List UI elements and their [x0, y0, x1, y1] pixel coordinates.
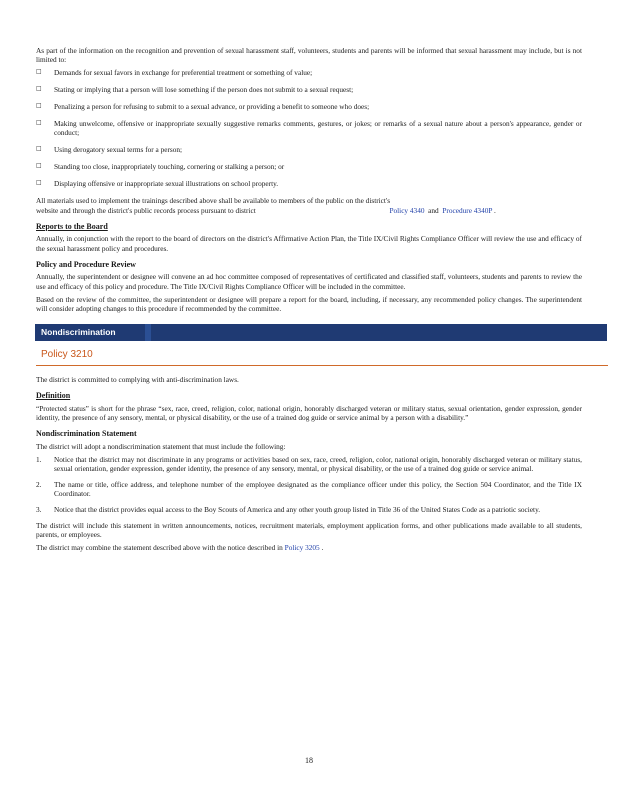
harassment-examples-list — [36, 68, 582, 188]
nondiscrimination-section-bar — [35, 324, 607, 341]
list-item — [36, 480, 582, 498]
policy-3205-link[interactable]: Policy 3205 — [284, 543, 320, 553]
list-item — [36, 455, 582, 473]
intro-paragraph: As part of the information on the recognition and prevention of sexual harassment staff, volunteers, students and parents will be informed that sexual harassment may include, but is not limited to: — [36, 46, 582, 65]
page-number: 18 — [305, 756, 313, 765]
section-bar-accent — [145, 324, 151, 341]
list-item: □ Making unwelcome, offensive or inappropriate sexually suggestive remarks comments, gestures, or jokes; or remarks of a sexual nature about a person's appearance, gender or conduct; — [36, 119, 582, 137]
materials-text-1: All materials used to implement the trainings described above shall be available to members of the public on the district's — [36, 196, 391, 206]
list-item: □ Stating or implying that a person will lose something if the person does not submit to a sexual request; — [36, 85, 582, 94]
definition-heading: Definition — [36, 391, 71, 401]
combine-text: The district may combine the statement described above with the notice described in — [36, 543, 283, 553]
policy-3210-heading: Policy 3210 — [36, 341, 608, 366]
combine-paragraph — [36, 543, 582, 552]
reports-paragraph: Annually, in conjunction with the report to the board of directors on the district's Affirmative Action Plan, the Title IX/Civil Rights Compliance Officer will review the use and efficacy of the sexual harassment policy and procedures. — [36, 234, 582, 253]
section-title: Nondiscrimination — [41, 326, 116, 337]
include-paragraph: The district will include this statement in written announcements, notices, recruitment materials, employment application forms, and other publications made available to all students, parents, or employees. — [36, 521, 582, 540]
list-item: □ Standing too close, inappropriately touching, cornering or stalking a person; or — [36, 162, 582, 171]
list-item: □ Penalizing a person for refusing to submit to a sexual advance, or providing a benefit to someone who does; — [36, 102, 582, 111]
item-number: 2. — [36, 480, 42, 490]
materials-end: . — [494, 205, 496, 215]
list-item: □ Using derogatory sexual terms for a person; — [36, 145, 582, 154]
statement-intro: The district will adopt a nondiscrimination statement that must include the following: — [36, 442, 286, 451]
list-item: □ Demands for sexual favors in exchange for preferential treatment or something of value; — [36, 68, 582, 77]
policy-4340-link[interactable]: Policy 4340 — [389, 205, 425, 215]
review-paragraph-1: Annually, the superintendent or designee will convene an ad hoc committee composed of representatives of certificated and classified staff, volunteers, students and parents to review the use and efficacy of this policy and procedure. The Title IX/Civil Rights Compliance Officer will be included in the committee. — [36, 272, 582, 291]
review-heading: Policy and Procedure Review — [36, 259, 136, 269]
combine-end: . — [321, 543, 324, 553]
nondisc-intro: The district is committed to complying with anti-discrimination laws. — [36, 375, 239, 385]
list-item: □ Displaying offensive or inappropriate sexual illustrations on school property. — [36, 179, 582, 188]
item-number: 3. — [36, 505, 42, 515]
item-text: Notice that the district provides equal access to the Boy Scouts of America and any other youth group listed in Title 36 of the United States Code as a patriotic society. — [54, 505, 541, 515]
statement-heading: Nondiscrimination Statement — [36, 429, 137, 439]
reports-heading: Reports to the Board — [36, 221, 108, 231]
statement-requirements-list — [36, 455, 582, 514]
item-text: Notice that the district may not discriminate in any programs or activities based on sex, race, creed, religion, color, national origin, honorably discharged veteran or military status, sexual orientation, gender expression, gender identity, the presence of any sensory, mental, or physical disability, or the use of a trained dog guide or service animal. — [54, 455, 582, 474]
page-content — [36, 46, 582, 556]
list-item — [36, 505, 582, 514]
item-text: The name or title, office address, and telephone number of the employee designated as the compliance officer under this policy, the Section 504 Coordinator, and the Title IX Coordinator. — [54, 480, 582, 499]
materials-and: and — [428, 205, 439, 215]
materials-text-2: website and through the district's public records process pursuant to district — [36, 205, 256, 215]
item-number: 1. — [36, 455, 42, 465]
review-paragraph-2: Based on the review of the committee, the superintendent or designee will prepare a report for the board, including, if necessary, any recommended policy changes. The superintendent will consider adopting changes to this procedure if recommended by the committee. — [36, 294, 582, 313]
procedure-4340p-link[interactable]: Procedure 4340P — [442, 205, 493, 215]
materials-paragraph — [36, 196, 582, 214]
definition-paragraph: “Protected status” is short for the phrase “sex, race, creed, religion, color, national origin, honorably discharged veteran or military status, sexual orientation, gender expression, gender identity, the presence of any sensory, mental, or physical disability, or the use of a trained dog guide or service animal by a person with a disability.” — [36, 404, 582, 423]
